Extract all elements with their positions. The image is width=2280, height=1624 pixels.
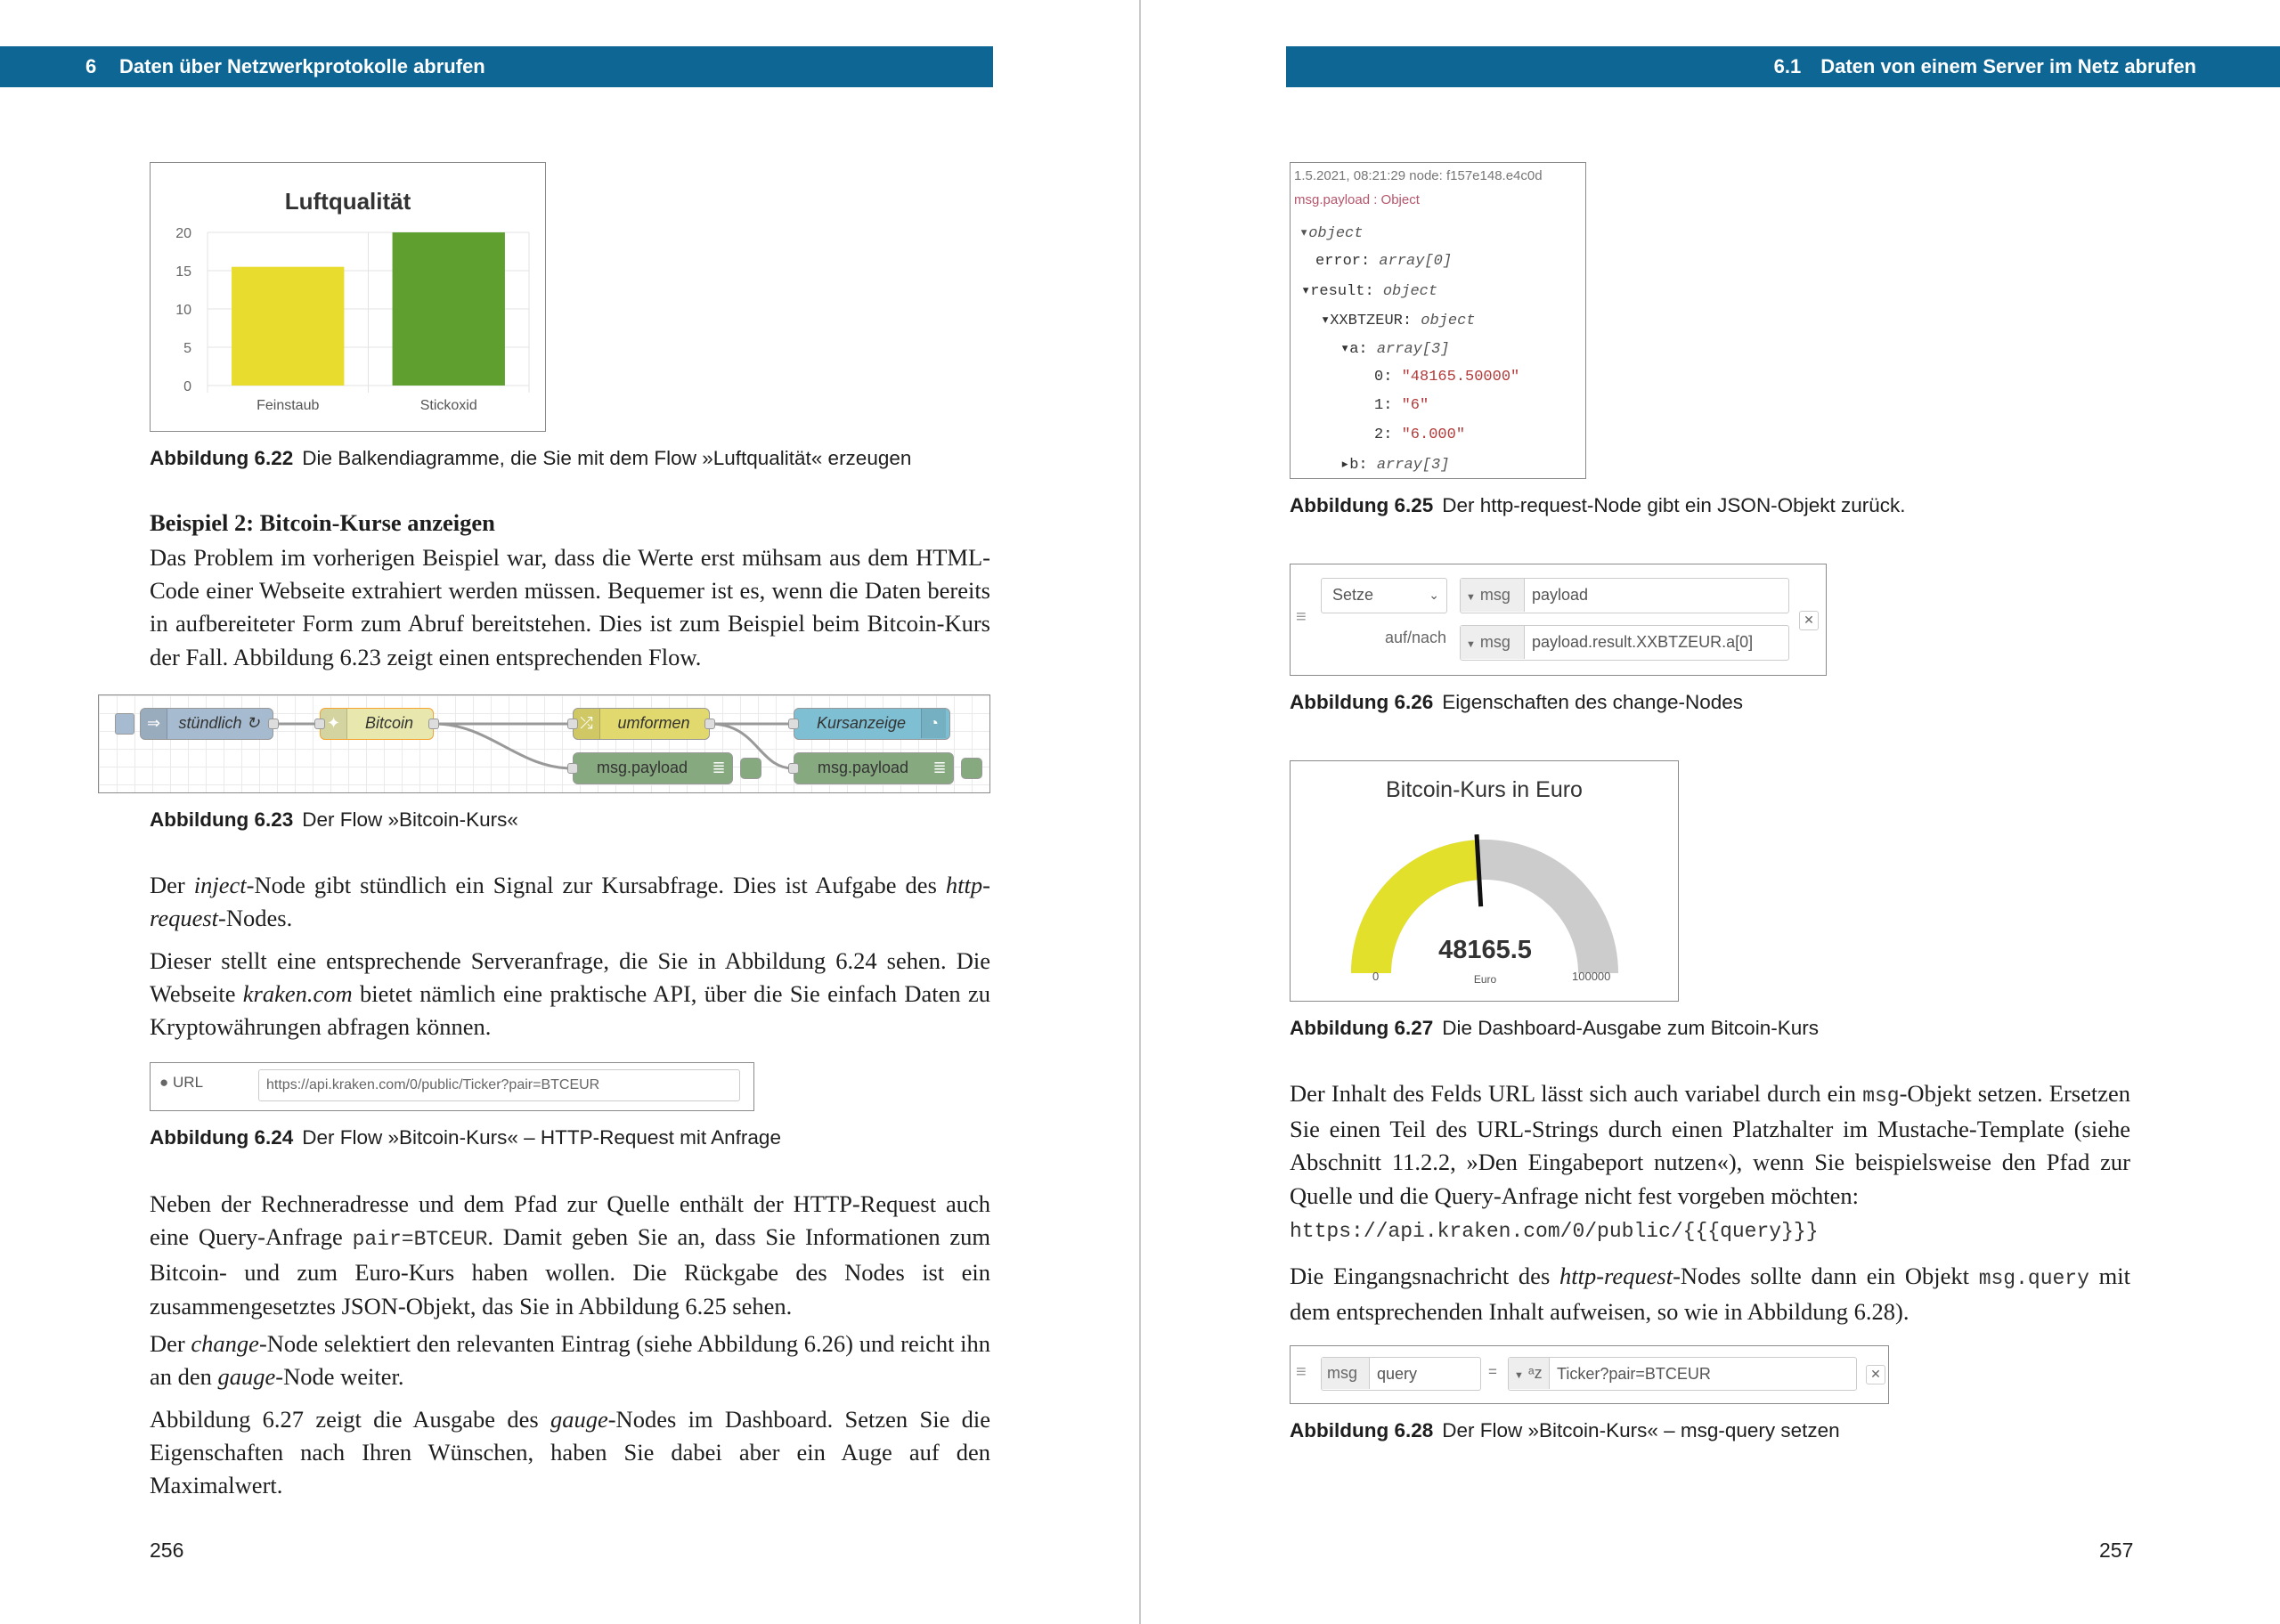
figure-change-properties	[1290, 564, 1827, 676]
port[interactable]	[704, 719, 715, 729]
caption-6-28: Abbildung 6.28 Der Flow »Bitcoin-Kurs« – msg-query setzen	[1290, 1419, 1840, 1441]
value-input[interactable]: ▼ msg payload.result.XXBTZEUR.a[0]	[1460, 625, 1789, 661]
json-line: 1: "6"	[1374, 397, 1429, 414]
json-line[interactable]: ▾a: array[3]	[1340, 341, 1450, 358]
debug-toggle-1[interactable]	[740, 758, 761, 779]
node-inject[interactable]: ⇒ stündlich ↻	[140, 708, 273, 740]
equals-sign: =	[1488, 1363, 1497, 1380]
figure-gauge	[1290, 760, 1679, 1002]
caret-icon: ▼	[1514, 1370, 1524, 1381]
page-number: 257	[2099, 1539, 2134, 1562]
bar	[232, 267, 344, 386]
chapter-header	[0, 46, 993, 87]
globe-icon: ✦	[321, 709, 347, 739]
gauge-max: 100000	[1572, 970, 1611, 983]
caption-6-24: Abbildung 6.24 Der Flow »Bitcoin-Kurs« – HTTP-Request mit Anfrage	[150, 1126, 781, 1149]
figure-debug-json	[1290, 162, 1586, 479]
y-tick-label: 0	[183, 379, 191, 394]
section-header	[1286, 46, 2280, 87]
delete-rule-button[interactable]: ✕	[1866, 1365, 1885, 1384]
x-tick-label: Stickoxid	[419, 398, 477, 413]
paragraph-msg-query: Die Eingangsnachricht des http-request-Nodes sollte dann ein Objekt msg.query mit dem entsprechenden Inhalt aufweisen, so wie in Abbildung 6.28).	[1290, 1263, 2130, 1326]
gauge-svg	[1291, 761, 1679, 1002]
json-line: 0: "48165.50000"	[1374, 369, 1520, 386]
paragraph-intro: Das Problem im vorherigen Beispiel war, dass die Werte erst mühsam aus dem HTML-Code einer Webseite extrahiert werden müssen. Bequemer ist es, wenn die Daten bereits in aufbereiteter Form zum Abruf bereitstehen. Dies ist zum Beispiel beim Bitcoin-Kurs der Fall. Abbildung 6.23 zeigt einen entsprechenden Flow.	[150, 544, 990, 670]
inject-button[interactable]	[115, 713, 134, 735]
inject-arrow-icon: ⇒	[141, 709, 167, 739]
figure-bar-chart	[150, 162, 546, 432]
drag-handle-icon[interactable]: ≡	[1296, 1362, 1307, 1382]
y-tick-label: 10	[175, 303, 191, 318]
chevron-down-icon: ⌄	[1429, 588, 1439, 602]
chapter-number: 6	[86, 55, 97, 77]
chart-title: Luftqualität	[284, 188, 411, 215]
port[interactable]	[314, 719, 325, 729]
paragraph-url-variable: Der Inhalt des Felds URL lässt sich auch variabel durch ein msg-Objekt setzen. Ersetzen Sie einen Teil des URL-Strings durch einen Platzhalter im Mustache-Template (siehe Abschnitt 11.2.2, »Den Eingabeport nutzen«), wenn Sie beispielsweise den Pfad zur Quelle und die Query-Anfrage nicht fest vorgeben möchten:	[1290, 1080, 2130, 1209]
list-icon: ≣	[712, 759, 726, 776]
value-input[interactable]: ▼ ᵃz Ticker?pair=BTCEUR	[1508, 1357, 1857, 1391]
x-tick-label: Feinstaub	[256, 398, 320, 413]
shuffle-icon: ⤮	[574, 709, 600, 739]
chapter-title: Daten über Netzwerkprotokolle abrufen	[119, 55, 485, 77]
list-icon: ≣	[932, 759, 947, 776]
debug-meta: 1.5.2021, 08:21:29 node: f157e148.e4c0d	[1294, 168, 1543, 183]
gauge-title: Bitcoin-Kurs in Euro	[1386, 777, 1583, 802]
figure-flow	[98, 694, 990, 793]
json-line[interactable]: ▾object	[1299, 225, 1364, 242]
drag-handle-icon[interactable]: ≡	[1296, 607, 1307, 627]
code-line: https://api.kraken.com/0/public/{{{query}}}	[1290, 1220, 1819, 1243]
caret-icon: ▼	[1466, 592, 1476, 603]
port[interactable]	[788, 719, 799, 729]
action-select[interactable]: Setze ⌄	[1321, 578, 1447, 613]
caption-6-25: Abbildung 6.25 Der http-request-Node gibt ein JSON-Objekt zurück.	[1290, 494, 1906, 516]
caption-6-27: Abbildung 6.27 Die Dashboard-Ausgabe zum Bitcoin-Kurs	[1290, 1017, 1819, 1039]
gauge-icon: ◔	[921, 709, 946, 738]
port[interactable]	[567, 719, 578, 729]
port[interactable]	[788, 763, 799, 774]
gauge-value: 48165.5	[1438, 936, 1532, 964]
node-change[interactable]: ⤮ umformen	[573, 708, 710, 740]
caret-icon: ▼	[1466, 639, 1476, 650]
url-input[interactable]: https://api.kraken.com/0/public/Ticker?pair=BTCEUR	[258, 1069, 740, 1101]
caption-6-22: Abbildung 6.22 Die Balkendiagramme, die Sie mit dem Flow »Luftqualität« erzeugen	[150, 447, 912, 469]
y-tick-label: 15	[175, 264, 191, 280]
right-page	[1141, 0, 2280, 1624]
url-label: ● URL	[159, 1074, 204, 1091]
paragraph-query: Neben der Rechneradresse und dem Pfad zur Quelle enthält der HTTP-Request auch eine Query-Anfrage pair=BTCEUR. Damit geben Sie an, dass Sie Informationen zum Bitcoin- und zum Euro-Kurs haben wollen. Die Rückgabe des Nodes ist ein zusammengesetztes JSON-Objekt, das Sie in Abbildung 6.25 sehen.	[150, 1190, 990, 1320]
section-title: Daten von einem Server im Netz abrufen	[1820, 55, 2196, 77]
debug-topic: msg.payload : Object	[1294, 192, 1420, 207]
left-page	[0, 0, 1139, 1624]
property-input[interactable]: msg query	[1321, 1357, 1481, 1391]
section-number: 6.1	[1773, 55, 1802, 77]
gauge-min: 0	[1372, 970, 1380, 983]
property-input[interactable]: ▼ msg payload	[1460, 578, 1789, 613]
debug-toggle-2[interactable]	[961, 758, 982, 779]
json-line[interactable]: ▸b: array[3]	[1340, 457, 1450, 474]
paragraph-inject: Der inject-Node gibt stündlich ein Signal zur Kursabfrage. Dies ist Aufgabe des http-request-Nodes.	[150, 872, 990, 932]
json-line[interactable]: ▾result: object	[1301, 283, 1438, 300]
json-line: error: array[0]	[1315, 253, 1453, 270]
section-heading: Beispiel 2: Bitcoin-Kurse anzeigen	[150, 509, 495, 536]
node-http-request[interactable]: ✦ Bitcoin	[320, 708, 434, 740]
paragraph-change: Der change-Node selektiert den relevanten Eintrag (siehe Abbildung 6.26) und reicht ihn an den gauge-Node weiter.	[150, 1330, 990, 1391]
node-debug-2[interactable]: msg.payload ≣	[794, 752, 954, 784]
bar-chart-svg	[151, 163, 546, 432]
node-debug-1[interactable]: msg.payload ≣	[573, 752, 733, 784]
port[interactable]	[428, 719, 439, 729]
to-label: auf/nach	[1385, 629, 1447, 646]
json-line[interactable]: ▾XXBTZEUR: object	[1321, 313, 1476, 329]
figure-url-field	[150, 1062, 754, 1111]
port[interactable]	[268, 719, 279, 729]
figure-msg-query	[1290, 1345, 1889, 1404]
caption-6-23: Abbildung 6.23 Der Flow »Bitcoin-Kurs«	[150, 808, 518, 831]
port[interactable]	[567, 763, 578, 774]
bar	[393, 232, 505, 386]
y-tick-label: 20	[175, 226, 191, 241]
node-gauge[interactable]: Kursanzeige ◔	[794, 708, 950, 740]
globe-icon: ●	[159, 1074, 169, 1091]
y-tick-label: 5	[183, 341, 191, 356]
delete-rule-button[interactable]: ✕	[1799, 611, 1819, 630]
paragraph-serveranfrage: Dieser stellt eine entsprechende Serveranfrage, die Sie in Abbildung 6.24 sehen. Die Webseite kraken.com bietet nämlich eine praktische API, über die Sie einfach Daten zu Kryptowährungen abfragen können.	[150, 947, 990, 1041]
caption-6-26: Abbildung 6.26 Eigenschaften des change-Nodes	[1290, 691, 1743, 713]
json-line: 2: "6.000"	[1374, 426, 1466, 443]
paragraph-gauge: Abbildung 6.27 zeigt die Ausgabe des gauge-Nodes im Dashboard. Setzen Sie die Eigenschaften nach Ihren Wünschen, haben Sie dabei aber ein Auge auf den Maximalwert.	[150, 1406, 991, 1499]
gauge-unit: Euro	[1473, 973, 1497, 986]
page-number: 256	[150, 1539, 184, 1562]
